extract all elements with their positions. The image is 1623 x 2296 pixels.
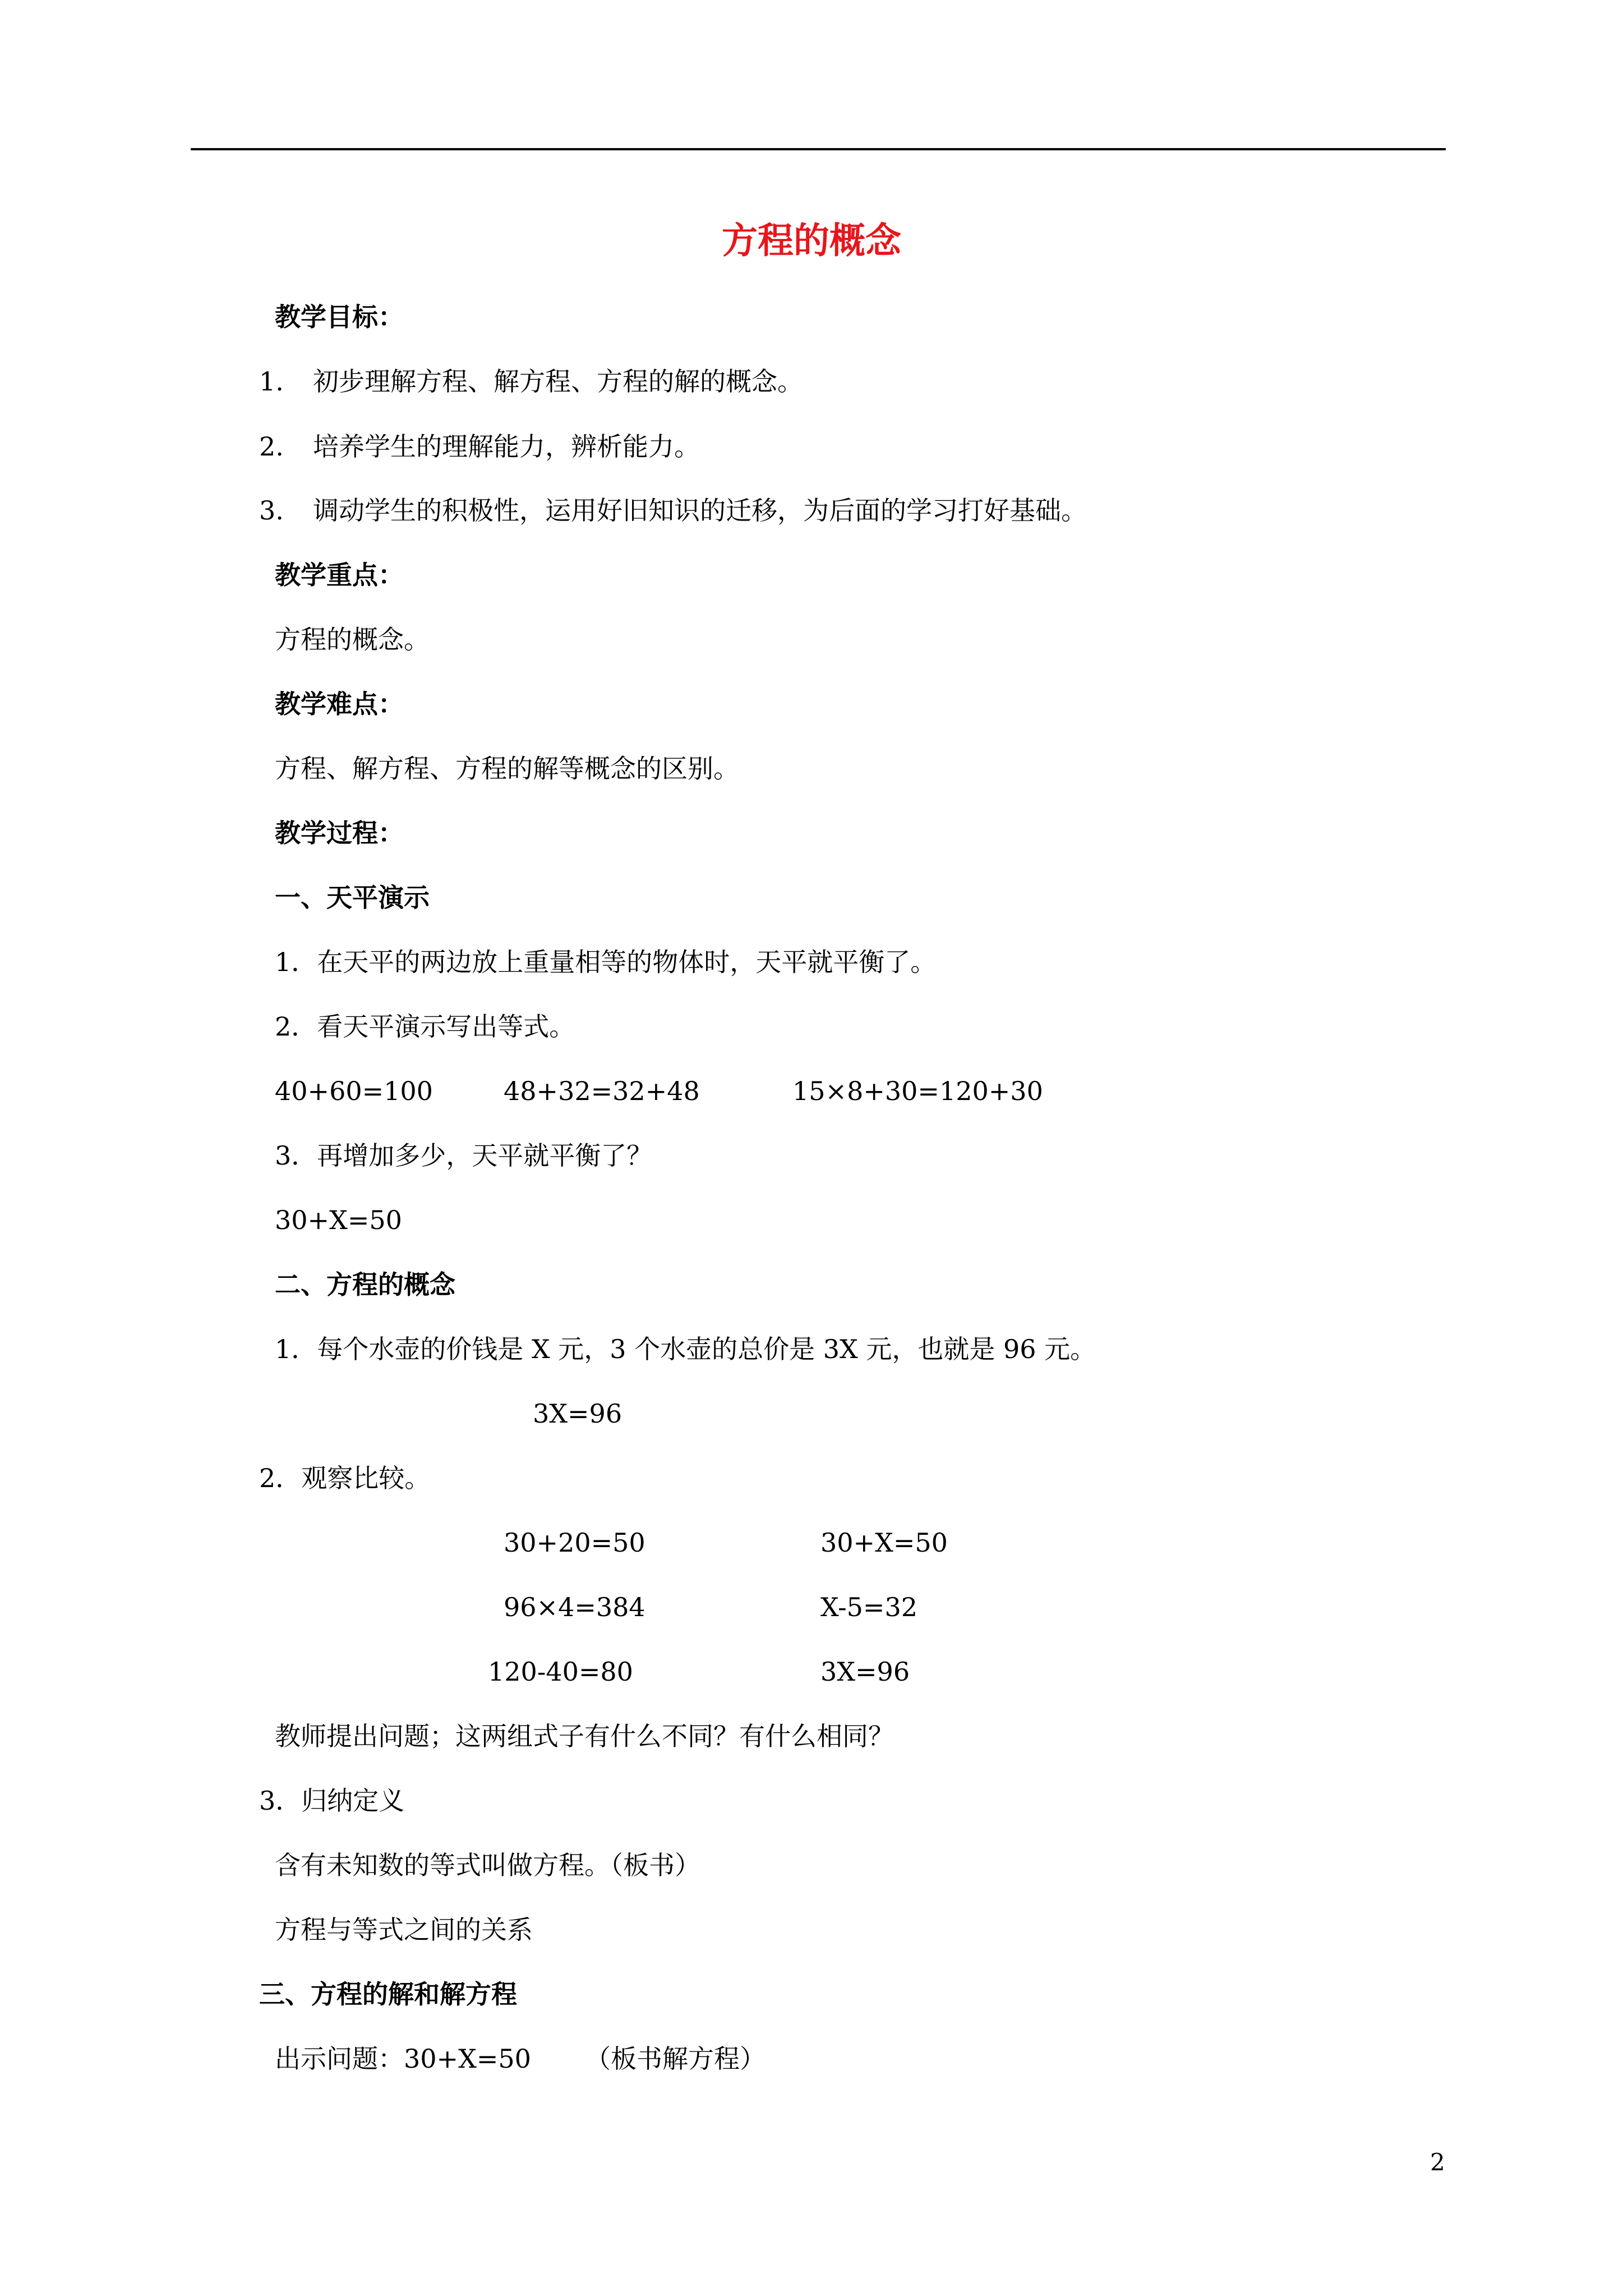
document-title: 方程的概念 [722, 220, 901, 262]
section-2-paragraph-1: 1．每个水壶的价钱是 X 元，3 个水壶的总价是 3X 元，也就是 96 元。 [275, 1334, 1096, 1364]
page-number: 2 [1430, 2148, 1445, 2176]
section-3-prompt: 出示问题：30+X=50 [275, 2044, 531, 2074]
compare-right-1: 30+X=50 [820, 1527, 948, 1558]
compare-left-3: 120-40=80 [488, 1657, 633, 1687]
process-heading: 教学过程： [275, 818, 404, 848]
compare-right-2: X-5=32 [820, 1592, 917, 1622]
section-1-heading: 一、天平演示 [275, 882, 430, 913]
goal-2-text: 培养学生的理解能力，辨析能力。 [313, 431, 700, 462]
goal-1-text: 初步理解方程、解方程、方程的解的概念。 [313, 366, 803, 397]
header-rule [191, 148, 1446, 150]
equation-2: 48+32=32+48 [504, 1076, 700, 1106]
equation-3x-96: 3X=96 [533, 1398, 623, 1429]
difficulty-heading: 教学难点： [275, 689, 404, 719]
section-1-paragraph-2: 2．看天平演示写出等式。 [275, 1011, 575, 1042]
compare-left-1: 30+20=50 [504, 1527, 645, 1558]
section-2-heading: 二、方程的概念 [275, 1269, 455, 1300]
equation-4: 30+X=50 [275, 1205, 402, 1235]
compare-left-2: 96×4=384 [504, 1592, 645, 1622]
key-point-text: 方程的概念。 [275, 624, 430, 655]
section-3-heading: 三、方程的解和解方程 [259, 1979, 517, 2009]
equation-3: 15×8+30=120+30 [792, 1076, 1043, 1106]
equation-1: 40+60=100 [275, 1076, 433, 1106]
key-point-heading: 教学重点： [275, 560, 404, 590]
goal-1-number: 1. [259, 366, 284, 397]
section-1-paragraph-1: 1．在天平的两边放上重量相等的物体时，天平就平衡了。 [275, 947, 937, 977]
compare-right-3: 3X=96 [820, 1657, 910, 1687]
goal-2-number: 2. [259, 431, 284, 462]
section-2-paragraph-2: 2．观察比较。 [259, 1463, 431, 1493]
teacher-question: 教师提出问题；这两组式子有什么不同？有什么相同？ [275, 1721, 894, 1751]
difficulty-text: 方程、解方程、方程的解等概念的区别。 [275, 753, 739, 784]
section-3-note: （板书解方程） [585, 2044, 766, 2074]
section-1-paragraph-3: 3．再增加多少，天平就平衡了？ [275, 1140, 653, 1171]
section-2-paragraph-3: 3．归纳定义 [259, 1786, 405, 1816]
goal-3-number: 3. [259, 495, 284, 526]
goal-3-text: 调动学生的积极性，运用好旧知识的迁移，为后面的学习打好基础。 [313, 495, 1087, 526]
definition-text: 含有未知数的等式叫做方程。（板书） [275, 1850, 700, 1880]
relation-text: 方程与等式之间的关系 [275, 1915, 533, 1945]
goals-heading: 教学目标： [275, 302, 404, 332]
